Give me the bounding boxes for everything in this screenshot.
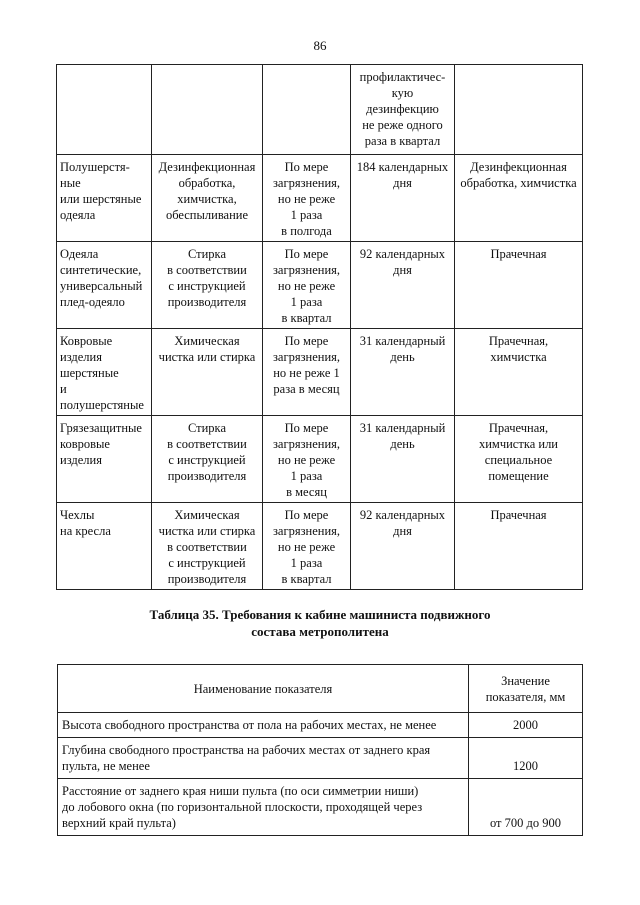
table-row: [57, 503, 583, 590]
place-cell: Прачечная, химчистка: [455, 329, 583, 416]
table-caption: Таблица 35. Требования к кабине машиниста подвижного состава метрополитена: [149, 607, 491, 639]
processing-cell: Химическая чистка или стирка: [152, 329, 263, 416]
place-cell: Прачечная: [455, 242, 583, 329]
table-row: [57, 416, 583, 503]
place-cell: [455, 65, 583, 155]
processing-cell: Дезинфекционная обработка, химчистка, обеспыливание: [152, 155, 263, 242]
indicator-value-cell: 2000: [469, 713, 583, 738]
period-cell: 31 календарный день: [351, 329, 455, 416]
period-cell: 31 календарный день: [351, 416, 455, 503]
header-indicator-name: Наименование показателя: [58, 665, 469, 713]
table-header-row: [58, 665, 583, 713]
item-cell: Полушерстя- ные или шерстяные одеяла: [57, 155, 152, 242]
processing-cell: Стирка в соответствии с инструкцией производителя: [152, 242, 263, 329]
period-cell: 92 календарных дня: [351, 503, 455, 590]
indicator-value-cell: 1200: [469, 738, 583, 779]
table-row: [57, 329, 583, 416]
frequency-cell: [263, 65, 351, 155]
period-cell: 92 календарных дня: [351, 242, 455, 329]
processing-cell: Химическая чистка или стирка в соответствии с инструкцией производителя: [152, 503, 263, 590]
page-number: 86: [313, 38, 327, 53]
indicator-value-cell: от 700 до 900: [469, 779, 583, 836]
table-row: [57, 65, 583, 155]
item-cell: Ковровые изделия шерстяные и полушерстяные: [57, 329, 152, 416]
frequency-cell: По мере загрязнения, но не реже 1 раза в квартал: [263, 503, 351, 590]
frequency-cell: По мере загрязнения, но не реже 1 раза в месяц: [263, 329, 351, 416]
table-row: [57, 155, 583, 242]
header-indicator-value: Значение показателя, мм: [469, 665, 583, 713]
table-row: [58, 779, 583, 836]
period-cell: 184 календарных дня: [351, 155, 455, 242]
place-cell: Дезинфекционная обработка, химчистка: [455, 155, 583, 242]
indicator-name-cell: Расстояние от заднего края ниши пульта (по оси симметрии ниши) до лобового окна (по горизонтальной плоскости, проходящей через верхний край пульта): [58, 779, 469, 836]
indicator-name-cell: Глубина свободного пространства на рабочих местах от заднего края пульта, не менее: [58, 738, 469, 779]
table-row: [57, 242, 583, 329]
cabin-requirements-table: [57, 664, 583, 836]
processing-cell: Стирка в соответствии с инструкцией производителя: [152, 416, 263, 503]
item-cell: Чехлы на кресла: [57, 503, 152, 590]
item-cell: Грязезащитные ковровые изделия: [57, 416, 152, 503]
place-cell: Прачечная, химчистка или специальное помещение: [455, 416, 583, 503]
frequency-cell: По мере загрязнения, но не реже 1 раза в полгода: [263, 155, 351, 242]
period-cell: профилактичес- кую дезинфекцию не реже одного раза в квартал: [351, 65, 455, 155]
table-row: [58, 713, 583, 738]
frequency-cell: По мере загрязнения, но не реже 1 раза в месяц: [263, 416, 351, 503]
frequency-cell: По мере загрязнения, но не реже 1 раза в квартал: [263, 242, 351, 329]
hygiene-requirements-table: [56, 64, 583, 590]
indicator-name-cell: Высота свободного пространства от пола на рабочих местах, не менее: [58, 713, 469, 738]
processing-cell: [152, 65, 263, 155]
table-row: [58, 738, 583, 779]
item-cell: [57, 65, 152, 155]
item-cell: Одеяла синтетические, универсальный плед-одеяло: [57, 242, 152, 329]
place-cell: Прачечная: [455, 503, 583, 590]
